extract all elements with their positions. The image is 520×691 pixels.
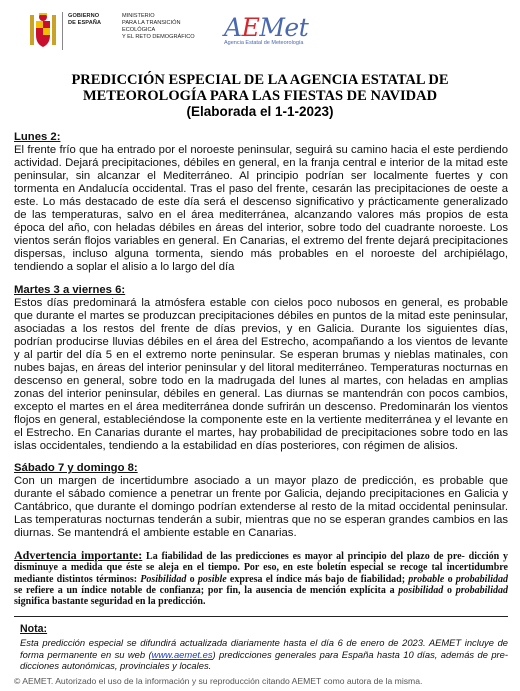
advertencia-text: o (444, 573, 456, 585)
gov-line: DE ESPAÑA (68, 20, 102, 26)
section-text: Con un margen de incertidumbre asociado a un mayor plazo de predicción, es probable que durante el sábado comience a penetrar un frente por Galicia, dejando precipitaciones en Galicia y Cantábrico, que durante el domingo podrían extenderse al resto de la mitad occidental peninsular. Las temperaturas nocturnas tenderán a subir, mientras que no se esperan grandes cambios en las diurnas. Se mantendrá el ambiente estable en Canarias. (14, 475, 508, 539)
ministry-line: Y EL RETO DEMOGRÁFICO (122, 34, 195, 40)
advertencia-text: o (443, 584, 456, 596)
nota-block (14, 616, 508, 672)
page-title (40, 72, 480, 120)
ministry-text (122, 13, 212, 41)
nota-heading: Nota: (20, 623, 48, 635)
section-sabado-domingo (14, 462, 508, 540)
section-text: El frente frío que ha entrado por el noroeste peninsular, seguirá su camino hacia el este perdiendo actividad. Dejará precipitaciones, débiles en general, en la franja central e interior de la mitad este peninsular, sin alcanzar el Mediterráneo. Al principio podrían ser localmente fuertes y con tormenta en Andalucía occidental. Tras el paso del frente, cesarán las precipitaciones de oeste a este. Lo más destacado de este día será el descenso significativo y prácticamente generalizado de las temperaturas, salvo en el área mediterránea, alcanzando valores más propios de esta época del año, con heladas débiles en áreas del interior, sobre todo del cuadrante noroeste. Los vientos serán flojos variables en general. En Canarias, el extremo del frente dejará precipitaciones dispersas, incluso alguna tormenta, siendo más probables en el noroeste del archipiélago, tendiendo a soplar el alisio a lo largo del día (14, 144, 508, 273)
advertencia-text: se refiere a un índice notable de confianza; por fin, la ausencia de mención explícita a (14, 584, 399, 596)
advertencia-term: probabilidad (455, 584, 508, 596)
ministry-line: PARA LA TRANSICIÓN ECOLÓGICA (122, 20, 181, 33)
advertencia-text: o (186, 573, 198, 585)
section-text: Estos días predominará la atmósfera estable con cielos poco nubosos en general, es probable que durante el martes se produzcan precipitaciones débiles en puntos de la mitad este peninsular, asociadas a los restos del frente de días previos, y en Galicia. Durante los siguientes días, podrían producirse lluvias débiles en el área del Estrecho, acompañando a los vientos de levante y al partir del día 5 en el extremo norte peninsular. Se esperan brumas y nieblas matinales, con nubes bajas, en áreas del interior peninsular y del litoral mediterráneo. Temperaturas nocturnas en descenso en general, sobre todo en la madrugada del lunes al martes, con heladas en amplias zonas del interior peninsular, débiles en general. Las diurnas se mantendrán con pocos cambios, excepto el martes en el área mediterránea donde sufrirán un descenso. Predominarán los vientos flojos en general, estableciéndose la componente este en la vertiente mediterránea y el levante en el Estrecho. En Canarias durante el martes, hay probabilidad de precipitaciones sobre todo en las islas occidentales, tendiendo a la estabilidad en días posteriores, con régimen de alisios. (14, 297, 508, 452)
title-line: METEOROLOGÍA PARA LAS FIESTAS DE NAVIDAD (82, 88, 438, 104)
nota-text-part: Esta predicción especial se difundirá actualizada diariamente hasta el día 6 de enero de 2023. AEMET incluye de forma permanente en su web ( (20, 637, 508, 660)
section-heading: Sábado 7 y domingo 8: (14, 462, 138, 474)
advertencia-term: posible (197, 573, 227, 585)
gobierno-text (68, 13, 101, 27)
advertencia-term: probable (408, 573, 445, 585)
copyright-footer: © AEMET. Autorizado el uso de la información y su reproducción citando AEMET como autora de la misma. (14, 676, 423, 686)
nota-text-part: ) predicciones generales para España hasta 10 días, además de pre- dicciones autonómicas, provinciales y locales. (20, 648, 508, 671)
header-divider (62, 12, 63, 50)
title-date: (Elaborada el 1-1-2023) (186, 104, 334, 119)
gobierno-logo (22, 8, 212, 54)
section-lunes (14, 131, 508, 274)
advertencia-term: posibilidad (398, 584, 444, 596)
advertencia-text: expresa el índice más bajo de fiabilidad; (226, 573, 409, 585)
nota-text (20, 637, 508, 672)
aemet-subtitle: Agencia Estatal de Meteorología (224, 40, 304, 46)
gov-line: GOBIERNO (68, 13, 100, 19)
aemet-wordmark: AEMet (224, 13, 309, 42)
section-martes-viernes (14, 284, 508, 453)
section-heading: Lunes 2: (14, 131, 61, 143)
advertencia-text: La fiabilidad de las predicciones es mayor al principio del plazo de pre- dicción y disminuye a medida que éste se aleja en el tiempo. Por eso, en este boletín especial se recoge tal incertidumbre mediante distintos términos: (14, 551, 509, 585)
header-logos (22, 8, 322, 58)
advertencia-label: Advertencia importante: (14, 548, 143, 562)
advertencia-term: probabilidad (455, 573, 509, 585)
aemet-logo (224, 14, 308, 47)
title-line: PREDICCIÓN ESPECIAL DE LA AGENCIA ESTATAL DE (71, 72, 449, 88)
aemet-website-link[interactable]: www.aemet.es (151, 648, 213, 660)
advertencia-text: significa bastante seguridad en la predicción. (14, 596, 206, 608)
advertencia-term: Posibilidad (140, 573, 187, 585)
coat-of-arms-icon (28, 11, 58, 51)
ministry-line: MINISTERIO (122, 13, 155, 19)
advertencia-block (14, 550, 508, 607)
section-heading: Martes 3 a viernes 6: (14, 284, 126, 296)
